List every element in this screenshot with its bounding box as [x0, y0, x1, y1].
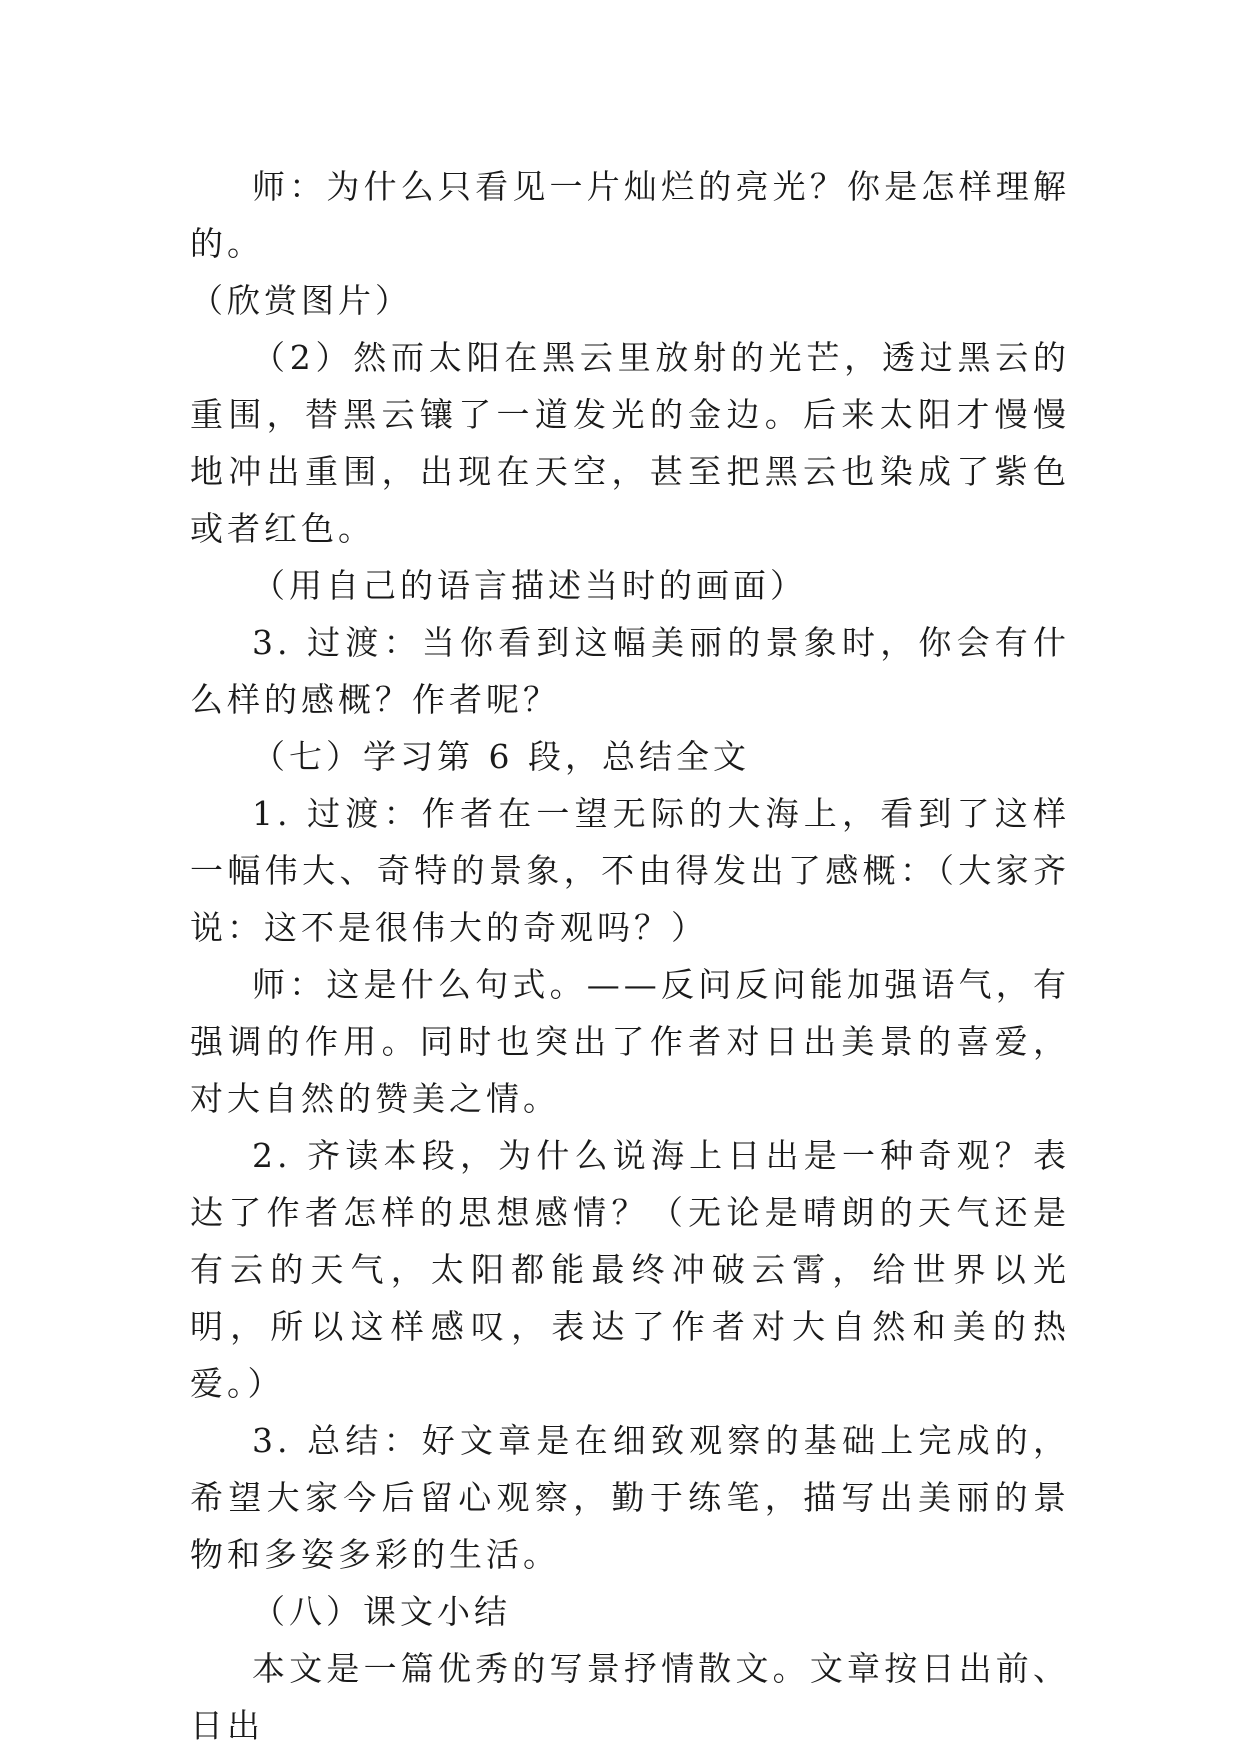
paragraph: 3. 过渡：当你看到这幅美丽的景象时，你会有什么样的感概？作者呢？: [190, 623, 1070, 719]
paragraph: 师：这是什么句式。——反问反问能加强语气，有强调的作用。同时也突出了作者对日出美景的喜爱，对大自然的赞美之情。: [190, 965, 1070, 1118]
paragraph: 3. 总结：好文章是在细致观察的基础上完成的，希望大家今后留心观察，勤于练笔，描写出美丽的景物和多姿多彩的生活。: [190, 1421, 1070, 1574]
paragraph: 1. 过渡：作者在一望无际的大海上，看到了这样一幅伟大、奇特的景象，不由得发出了感概：（大家齐说：这不是很伟大的奇观吗？）: [190, 794, 1070, 947]
paragraph: （欣赏图片）: [190, 281, 412, 320]
paragraph: 本文是一篇优秀的写景抒情散文。文章按日出前、日出: [190, 1649, 1070, 1745]
document-body: [190, 158, 1070, 1754]
paragraph: 师：为什么只看见一片灿烂的亮光？你是怎样理解的。: [190, 167, 1070, 263]
section-heading: （七）学习第 6 段，总结全文: [252, 737, 750, 776]
paragraph: （用自己的语言描述当时的画面）: [252, 566, 807, 605]
paragraph: 2. 齐读本段，为什么说海上日出是一种奇观？表达了作者怎样的思想感情？（无论是晴朗的天气还是有云的天气，太阳都能最终冲破云霄，给世界以光明，所以这样感叹，表达了作者对大自然和美的热爱。）: [190, 1136, 1070, 1403]
paragraph: （2）然而太阳在黑云里放射的光芒，透过黑云的重围，替黑云镶了一道发光的金边。后来太阳才慢慢地冲出重围，出现在天空，甚至把黑云也染成了紫色或者红色。: [190, 338, 1070, 548]
section-heading: （八）课文小结: [252, 1592, 511, 1631]
